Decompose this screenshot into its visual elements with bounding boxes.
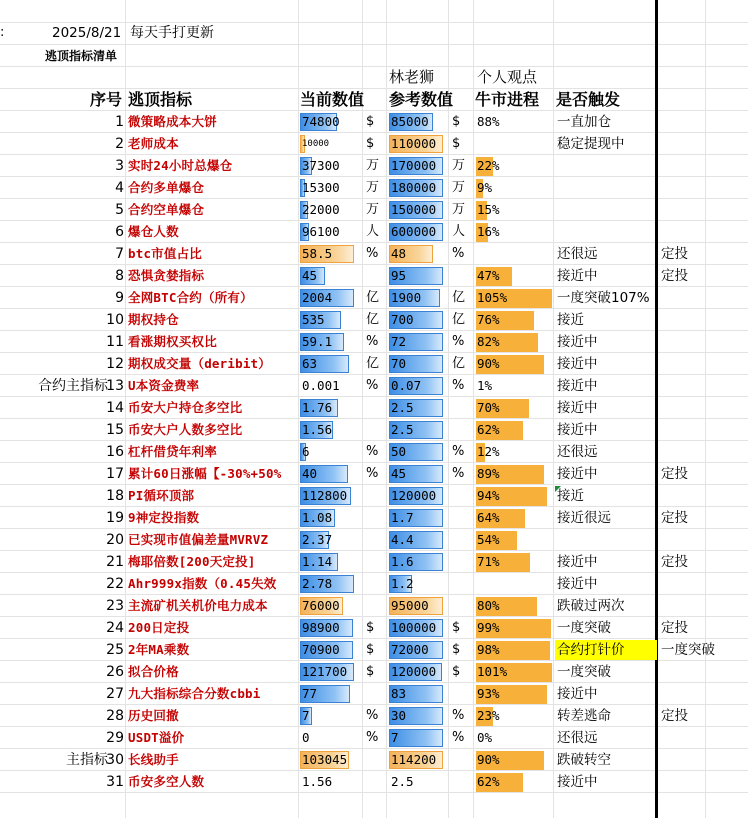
reference-value: 83 xyxy=(391,686,407,701)
current-unit: % xyxy=(366,334,379,349)
current-unit: $ xyxy=(366,136,375,151)
trigger-status: 一直加仓 xyxy=(557,114,611,130)
progress-value: 90% xyxy=(477,356,500,371)
progress-value: 90% xyxy=(477,752,500,767)
trigger-status: 接近中 xyxy=(557,422,598,438)
indicator-name: 杠杆借贷年利率 xyxy=(128,444,217,459)
row-index: 24 xyxy=(106,620,124,636)
indicator-name: 梅耶倍数[200天定投] xyxy=(128,554,256,569)
current-value: 37300 xyxy=(302,158,340,173)
current-value: 77 xyxy=(302,686,318,701)
indicator-name: Ahr999x指数（0.45失效 xyxy=(128,576,277,591)
current-unit: % xyxy=(366,730,379,745)
strategy-note: 一度突破 xyxy=(661,642,715,658)
indicator-name: 已实现市值偏差量MVRVZ xyxy=(128,532,269,547)
progress-value: 70% xyxy=(477,400,500,415)
reference-value: 2.5 xyxy=(391,774,414,789)
current-value: 2.78 xyxy=(302,576,333,591)
indicator-name: 币安大户持仓多空比 xyxy=(128,400,243,415)
indicator-name: 期权成交量（deribit） xyxy=(128,356,271,371)
reference-unit: 万 xyxy=(452,180,466,195)
current-value: 70900 xyxy=(302,642,340,657)
row-index: 26 xyxy=(106,664,124,680)
reference-unit: 万 xyxy=(452,202,466,217)
current-value: 98900 xyxy=(302,620,340,635)
row-index: 8 xyxy=(115,268,124,284)
row-index: 9 xyxy=(115,290,124,306)
progress-value: 9% xyxy=(477,180,493,195)
current-unit: 亿 xyxy=(366,312,380,327)
indicator-name: 看涨期权买权比 xyxy=(128,334,217,349)
current-unit: % xyxy=(366,444,379,459)
progress-value: 0% xyxy=(477,730,493,745)
current-value: 45 xyxy=(302,268,318,283)
reference-value: 1900 xyxy=(391,290,422,305)
reference-unit: 亿 xyxy=(452,312,466,327)
current-unit: $ xyxy=(366,620,375,635)
reference-value: 50 xyxy=(391,444,407,459)
current-unit: $ xyxy=(366,664,375,679)
indicator-name: 2年MA乘数 xyxy=(128,642,190,657)
row-index: 3 xyxy=(115,158,124,174)
trigger-status: 一度突破107% xyxy=(557,290,650,306)
current-value: 22000 xyxy=(302,202,340,217)
current-value: 121700 xyxy=(302,664,348,679)
trigger-status: 接近中 xyxy=(557,378,598,394)
progress-value: 105% xyxy=(477,290,508,305)
indicator-name: 拟合价格 xyxy=(128,664,179,679)
trigger-status: 接近 xyxy=(557,312,584,328)
reference-value: 0.07 xyxy=(391,378,422,393)
current-unit: 人 xyxy=(366,224,380,239)
indicator-name: 合约多单爆仓 xyxy=(128,180,205,195)
trigger-status: 接近中 xyxy=(557,554,598,570)
reference-unit: % xyxy=(452,378,465,393)
trigger-status: 接近很远 xyxy=(557,510,611,526)
row-index: 23 xyxy=(106,598,124,614)
row-index: 10 xyxy=(106,312,124,328)
progress-value: 16% xyxy=(477,224,500,239)
header-opinion-top: 个人观点 xyxy=(477,68,538,86)
progress-value: 94% xyxy=(477,488,500,503)
header-reference: 参考数值 xyxy=(389,90,454,109)
row-index: 15 xyxy=(106,422,124,438)
progress-value: 80% xyxy=(477,598,500,613)
progress-value: 47% xyxy=(477,268,500,283)
trigger-status: 还很远 xyxy=(557,730,598,746)
reference-value: 120000 xyxy=(391,664,437,679)
current-value: 76000 xyxy=(302,598,340,613)
current-value: 0.001 xyxy=(302,378,340,393)
current-value: 15300 xyxy=(302,180,340,195)
current-value: 1.08 xyxy=(302,510,333,525)
trigger-status: 接近中 xyxy=(557,774,598,790)
trigger-status: 接近中 xyxy=(557,686,598,702)
indicator-name: U本资金费率 xyxy=(128,378,200,393)
row-index: 20 xyxy=(106,532,124,548)
progress-value: 98% xyxy=(477,642,500,657)
trigger-status: 接近中 xyxy=(557,466,598,482)
row-index: 21 xyxy=(106,554,124,570)
reference-unit: % xyxy=(452,708,465,723)
progress-value: 64% xyxy=(477,510,500,525)
strategy-note: 定投 xyxy=(661,268,688,284)
reference-value: 2.5 xyxy=(391,422,414,437)
trigger-status: 还很远 xyxy=(557,246,598,262)
reference-value: 120000 xyxy=(391,488,437,503)
reference-value: 48 xyxy=(391,246,407,261)
reference-unit: % xyxy=(452,334,465,349)
header-current: 当前数值 xyxy=(300,90,365,109)
strategy-note: 定投 xyxy=(661,620,688,636)
reference-unit: 亿 xyxy=(452,356,466,371)
current-unit: 亿 xyxy=(366,356,380,371)
indicator-name: btc市值占比 xyxy=(128,246,202,261)
row-index: 18 xyxy=(106,488,124,504)
strategy-note: 定投 xyxy=(661,466,688,482)
indicator-name: 实时24小时总爆仓 xyxy=(128,158,233,173)
list-title: 逃顶指标清单 xyxy=(45,49,118,63)
current-value: 535 xyxy=(302,312,325,327)
indicator-name: 全网BTC合约（所有） xyxy=(128,290,253,305)
indicator-name: 主流矿机关机价电力成本 xyxy=(128,598,268,613)
progress-value: 88% xyxy=(477,114,500,129)
progress-value: 76% xyxy=(477,312,500,327)
progress-value: 101% xyxy=(477,664,508,679)
current-unit: % xyxy=(366,246,379,261)
indicator-name: 币安多空人数 xyxy=(128,774,205,789)
reference-value: 1.7 xyxy=(391,510,414,525)
reference-unit: 人 xyxy=(452,224,466,239)
reference-value: 180000 xyxy=(391,180,437,195)
row-index: 1 xyxy=(115,114,124,130)
update-date: 2025/8/21 xyxy=(52,25,122,41)
current-value: 2004 xyxy=(302,290,333,305)
indicator-name: 200日定投 xyxy=(128,620,190,635)
indicator-name: 期权持仓 xyxy=(128,312,179,327)
current-value: 112800 xyxy=(302,488,348,503)
strategy-note: 定投 xyxy=(661,246,688,262)
reference-unit: $ xyxy=(452,114,461,129)
current-unit: 万 xyxy=(366,202,380,217)
reference-unit: % xyxy=(452,730,465,745)
current-value: 74800 xyxy=(302,114,340,129)
indicator-name: 9神定投指数 xyxy=(128,510,200,525)
strategy-note: 定投 xyxy=(661,554,688,570)
current-value: 59.1 xyxy=(302,334,333,349)
row-index: 11 xyxy=(106,334,124,350)
indicator-name: 恐惧贪婪指标 xyxy=(128,268,205,283)
reference-unit: $ xyxy=(452,642,461,657)
reference-unit: 万 xyxy=(452,158,466,173)
current-value: 0 xyxy=(302,730,310,745)
indicator-name: 历史回撤 xyxy=(128,708,179,723)
progress-value: 99% xyxy=(477,620,500,635)
trigger-status: 接近中 xyxy=(557,576,598,592)
current-value: 96100 xyxy=(302,224,340,239)
progress-value: 82% xyxy=(477,334,500,349)
reference-value: 85000 xyxy=(391,114,429,129)
header-triggered: 是否触发 xyxy=(556,90,621,109)
trigger-status: 跌破过两次 xyxy=(557,598,625,614)
current-value: 103045 xyxy=(302,752,348,767)
row-index: 16 xyxy=(106,444,124,460)
trigger-status: 接近中 xyxy=(557,334,598,350)
trigger-status: 一度突破 xyxy=(557,620,611,636)
progress-value: 12% xyxy=(477,444,500,459)
reference-value: 45 xyxy=(391,466,407,481)
current-value: 6 xyxy=(302,444,310,459)
row-index: 12 xyxy=(106,356,124,372)
current-unit: 万 xyxy=(366,158,380,173)
reference-value: 100000 xyxy=(391,620,437,635)
row-index: 7 xyxy=(115,246,124,262)
header-progress: 牛市进程 xyxy=(475,90,540,109)
current-value: 1.76 xyxy=(302,400,333,415)
row-group-label: 合约主指标 xyxy=(38,378,108,394)
row-group-label: 主指标 xyxy=(66,752,108,768)
indicator-name: 币安大户人数多空比 xyxy=(128,422,243,437)
reference-value: 1.6 xyxy=(391,554,414,569)
current-unit: % xyxy=(366,466,379,481)
current-value: 1.56 xyxy=(302,422,333,437)
row-index: 4 xyxy=(115,180,124,196)
trigger-status: 跌破转空 xyxy=(557,752,611,768)
trigger-status: 接近 xyxy=(557,488,584,504)
header-reference-top: 林老狮 xyxy=(389,68,435,86)
reference-value: 700 xyxy=(391,312,414,327)
row-index: 29 xyxy=(106,730,124,746)
current-unit: 万 xyxy=(366,180,380,195)
strategy-note: 定投 xyxy=(661,708,688,724)
row-index: 27 xyxy=(106,686,124,702)
trigger-status: 合约打针价 xyxy=(557,642,625,658)
reference-unit: % xyxy=(452,466,465,481)
reference-value: 95 xyxy=(391,268,407,283)
reference-value: 7 xyxy=(391,730,399,745)
progress-value: 1% xyxy=(477,378,493,393)
reference-value: 30 xyxy=(391,708,407,723)
reference-unit: % xyxy=(452,246,465,261)
reference-value: 70 xyxy=(391,356,407,371)
row-index: 31 xyxy=(106,774,124,790)
reference-value: 114200 xyxy=(391,752,437,767)
indicator-name: 长线助手 xyxy=(128,752,179,767)
cut-off-cell: : xyxy=(0,25,5,40)
row-index: 5 xyxy=(115,202,124,218)
indicator-name: 累计60日涨幅【-30%+50% xyxy=(128,466,282,481)
reference-value: 4.4 xyxy=(391,532,414,547)
progress-value: 71% xyxy=(477,554,500,569)
current-unit: $ xyxy=(366,642,375,657)
row-index: 22 xyxy=(106,576,124,592)
indicator-name: 老师成本 xyxy=(128,136,179,151)
progress-value: 15% xyxy=(477,202,500,217)
current-unit: 亿 xyxy=(366,290,380,305)
trigger-status: 一度突破 xyxy=(557,664,611,680)
progress-value: 62% xyxy=(477,422,500,437)
trigger-status: 转差逃命 xyxy=(557,708,611,724)
indicator-name: USDT溢价 xyxy=(128,730,185,745)
trigger-status: 接近中 xyxy=(557,268,598,284)
indicator-name: 合约空单爆仓 xyxy=(128,202,205,217)
reference-value: 170000 xyxy=(391,158,437,173)
indicator-name: PI循环顶部 xyxy=(128,488,195,503)
row-index: 19 xyxy=(106,510,124,526)
progress-value: 22% xyxy=(477,158,500,173)
reference-value: 72 xyxy=(391,334,407,349)
reference-value: 600000 xyxy=(391,224,437,239)
current-value: 1.56 xyxy=(302,774,333,789)
row-index: 17 xyxy=(106,466,124,482)
row-index: 6 xyxy=(115,224,124,240)
indicator-name: 爆仓人数 xyxy=(128,224,179,239)
progress-value: 93% xyxy=(477,686,500,701)
indicator-name: 微策略成本大饼 xyxy=(128,114,217,129)
reference-value: 110000 xyxy=(391,136,437,151)
reference-unit: 亿 xyxy=(452,290,466,305)
trigger-status: 接近中 xyxy=(557,356,598,372)
trigger-status: 还很远 xyxy=(557,444,598,460)
reference-unit: $ xyxy=(452,620,461,635)
reference-value: 72000 xyxy=(391,642,429,657)
current-unit: % xyxy=(366,378,379,393)
current-value: 58.5 xyxy=(302,246,333,261)
indicator-name: 九大指标综合分数cbbi xyxy=(128,686,261,701)
update-note: 每天手打更新 xyxy=(130,25,214,41)
current-unit: % xyxy=(366,708,379,723)
trigger-status: 稳定提现中 xyxy=(557,136,625,152)
progress-value: 54% xyxy=(477,532,500,547)
comment-marker-icon xyxy=(555,486,561,492)
current-unit: $ xyxy=(366,114,375,129)
reference-unit: $ xyxy=(452,136,461,151)
row-index: 25 xyxy=(106,642,124,658)
reference-value: 150000 xyxy=(391,202,437,217)
row-index: 28 xyxy=(106,708,124,724)
row-index: 2 xyxy=(115,136,124,152)
current-value: 1.14 xyxy=(302,554,333,569)
current-value: 10000 xyxy=(302,139,330,149)
current-value: 7 xyxy=(302,708,310,723)
reference-value: 1.2 xyxy=(391,576,414,591)
reference-unit: % xyxy=(452,444,465,459)
progress-value: 23% xyxy=(477,708,500,723)
row-index: 14 xyxy=(106,400,124,416)
progress-value: 62% xyxy=(477,774,500,789)
current-value: 63 xyxy=(302,356,318,371)
reference-value: 95000 xyxy=(391,598,429,613)
header-indicator: 逃顶指标 xyxy=(128,90,193,109)
current-value: 2.37 xyxy=(302,532,333,547)
reference-unit: $ xyxy=(452,664,461,679)
reference-value: 2.5 xyxy=(391,400,414,415)
row-index: 30 xyxy=(106,752,124,768)
strategy-note: 定投 xyxy=(661,510,688,526)
progress-value: 89% xyxy=(477,466,500,481)
row-index: 13 xyxy=(106,378,124,394)
header-index: 序号 xyxy=(90,90,123,109)
trigger-status: 接近中 xyxy=(557,400,598,416)
current-value: 40 xyxy=(302,466,318,481)
column-divider xyxy=(655,0,658,818)
